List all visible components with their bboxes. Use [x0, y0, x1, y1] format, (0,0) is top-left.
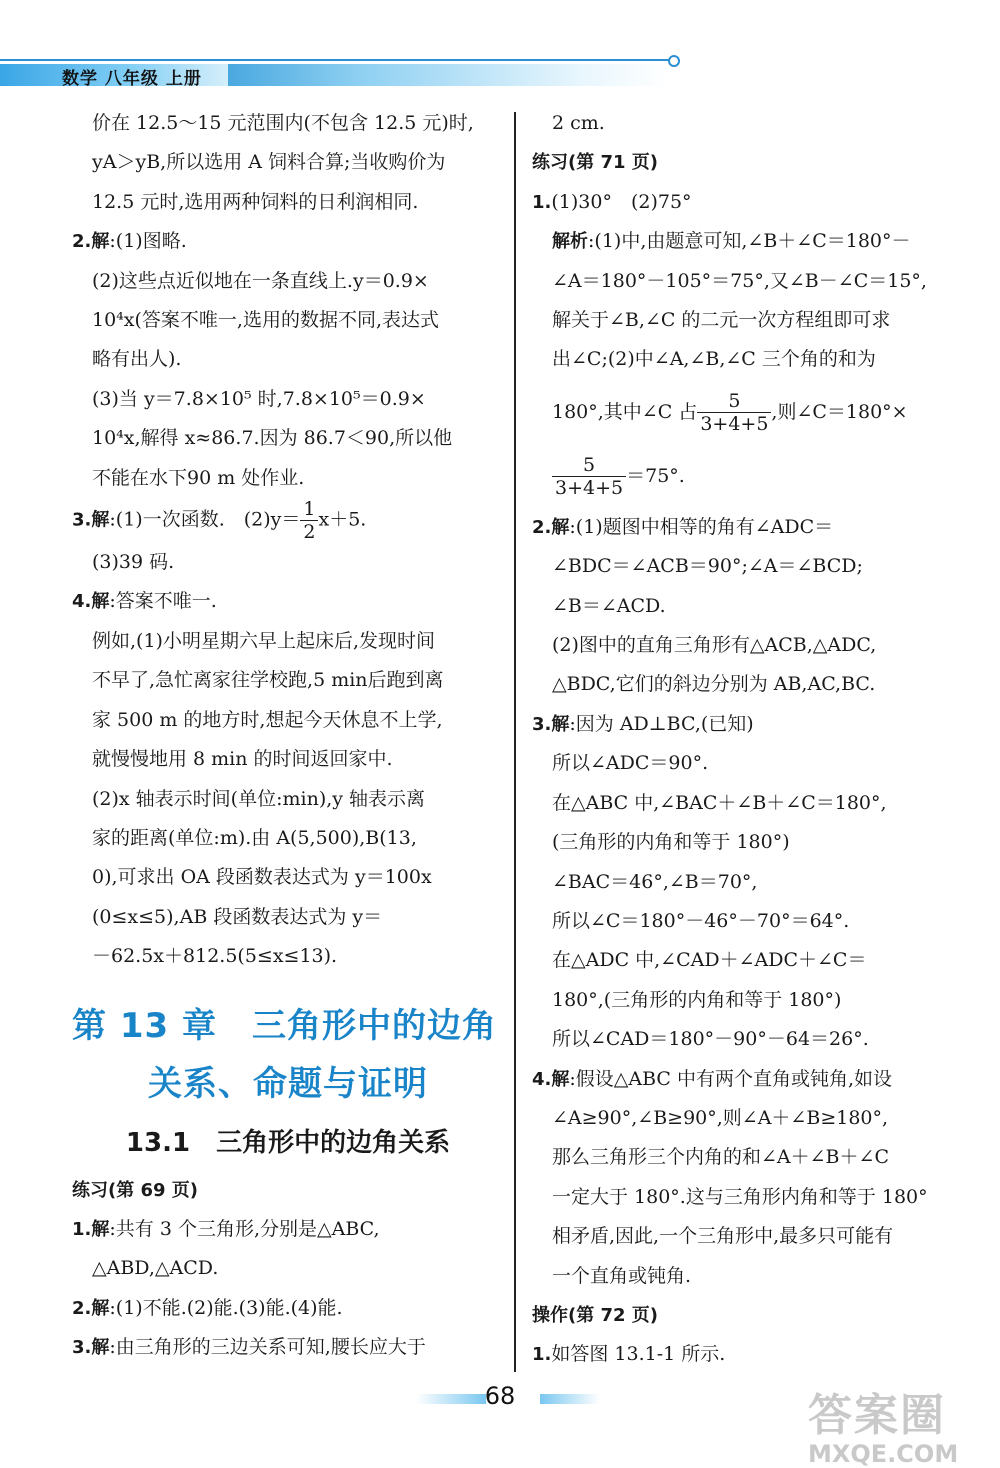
fraction: [300, 498, 318, 543]
right-answers: [532, 104, 964, 1375]
answer-label: 3.解: [72, 1337, 110, 1359]
text-line: [72, 183, 504, 222]
line-text: :(1)图略.: [109, 230, 187, 253]
line-text: (2)这些点近似地在一条直线上.y＝0.9×: [92, 269, 429, 292]
text-line: [72, 898, 504, 937]
text-line: [72, 262, 504, 301]
exercise-heading: 练习(第 71 页): [532, 152, 659, 174]
text-line: [532, 547, 964, 586]
text-line: [72, 701, 504, 740]
line-text: (3)当 y＝7.8×10⁵ 时,7.8×10⁵＝0.9×: [92, 387, 426, 410]
line-text: 10⁴x(答案不唯一,选用的数据不同,表达式: [92, 309, 440, 332]
text-line: [532, 744, 964, 783]
line-text: (2)图中的直角三角形有△ACB,△ADC,: [552, 634, 877, 657]
exercise-heading: 操作(第 72 页): [532, 1304, 659, 1326]
watermark-text: 答案圈: [808, 1390, 946, 1441]
page-number: 68: [484, 1382, 516, 1410]
line-text: －62.5x＋812.5(5≤x≤13).: [92, 945, 338, 968]
header-band-fade: [228, 64, 668, 86]
fraction-numerator: 1: [300, 498, 318, 521]
text-line: [532, 301, 964, 340]
line-text: :假设△ABC 中有两个直角或钝角,如设: [569, 1067, 893, 1090]
line-text: ∠BAC＝46°,∠B＝70°,: [552, 870, 758, 893]
header-rule: [0, 59, 672, 61]
text-line: [532, 380, 964, 444]
line-text: (0≤x≤5),AB 段函数表达式为 y＝: [92, 905, 383, 928]
text-line: [72, 622, 504, 661]
text-line: [72, 419, 504, 458]
line-text: 一个直角或钝角.: [552, 1264, 692, 1287]
text-line: [72, 582, 504, 621]
line-text: (3)39 码.: [92, 551, 175, 574]
text-line: [72, 780, 504, 819]
text-line: [72, 1289, 504, 1328]
section-title: 13.1 三角形中的边角关系: [125, 1127, 451, 1158]
line-text: 那么三角形三个内角的和∠A＋∠B＋∠C: [552, 1146, 889, 1169]
text-line: [72, 661, 504, 700]
text-line: [532, 1138, 964, 1177]
fraction-numerator: 5: [552, 454, 626, 477]
line-text: 相矛盾,因此,一个三角形中,最多只可能有: [552, 1225, 894, 1248]
line-text: :由三角形的三边关系可知,腰长应大于: [109, 1336, 426, 1359]
book-title: 数学 八年级 上册: [62, 69, 202, 89]
line-text: 在△ABC 中,∠BAC＋∠B＋∠C＝180°,: [552, 791, 887, 814]
watermark-url: MXQE.COM: [808, 1440, 959, 1468]
fraction-denominator: 2: [303, 521, 316, 544]
exercise-heading: 练习(第 69 页): [72, 1179, 199, 1201]
line-text: ∠B＝∠ACD.: [552, 594, 666, 617]
text-line: [532, 104, 964, 143]
page-header: [0, 52, 1000, 92]
answer-label: 2.解: [72, 231, 110, 253]
text-line: [532, 705, 964, 744]
watermark-logo: [808, 1392, 958, 1468]
left-column: [72, 104, 504, 1368]
text-line: [72, 301, 504, 340]
text-line: [532, 340, 964, 379]
line-text: :答案不唯一.: [109, 590, 217, 613]
fraction: [552, 454, 626, 499]
text-line: [72, 222, 504, 261]
fraction: [697, 390, 771, 435]
line-text: :(1)中,由题意可知,∠B＋∠C＝180°－: [588, 230, 911, 253]
line-text: :(1)不能.(2)能.(3)能.(4)能.: [109, 1296, 343, 1319]
text-line: [72, 819, 504, 858]
answer-label: 4.解: [72, 591, 110, 613]
answer-label: 2.解: [72, 1297, 110, 1319]
text-line: [72, 1210, 504, 1249]
line-text: :因为 AD⊥BC,(已知): [569, 712, 754, 735]
text-line: [532, 863, 964, 902]
header-dot: [668, 55, 680, 67]
line-text: :(1)题图中相等的角有∠ADC＝: [569, 515, 834, 538]
answer-label: 1.: [532, 191, 552, 213]
text-line: [532, 1099, 964, 1138]
line-text-after: ＝75°.: [626, 464, 685, 487]
line-text: (三角形的内角和等于 180°): [552, 831, 790, 854]
line-text: 12.5 元时,选用两种饲料的日利润相同.: [92, 190, 419, 213]
right-column: [532, 104, 964, 1375]
line-text: :(1)一次函数. (2)y＝: [109, 508, 301, 531]
text-line: [72, 1171, 504, 1210]
answer-label: 2.解: [532, 516, 570, 538]
chapter-title-line2: 关系、命题与证明: [148, 1063, 428, 1104]
text-line: [72, 1249, 504, 1288]
line-text: 在△ADC 中,∠CAD＋∠ADC＋∠C＝: [552, 949, 867, 972]
text-line: [532, 262, 964, 301]
text-line: [532, 981, 964, 1020]
line-text: ∠BDC＝∠ACB＝90°;∠A＝∠BCD;: [552, 555, 863, 578]
text-line: [532, 444, 964, 508]
text-line: [72, 740, 504, 779]
line-text: 解关于∠B,∠C 的二元一次方程组即可求: [552, 309, 891, 332]
line-text: 例如,(1)小明星期六早上起床后,发现时间: [92, 629, 435, 652]
answer-label: 3.解: [72, 509, 110, 531]
line-text: :共有 3 个三角形,分别是△ABC,: [109, 1217, 380, 1240]
line-text: 价在 12.5～15 元范围内(不包含 12.5 元)时,: [92, 112, 474, 134]
line-text: 所以∠CAD＝180°－90°－64＝26°.: [552, 1028, 869, 1051]
text-line: [532, 183, 964, 222]
line-text: 10⁴x,解得 x≈86.7.因为 86.7＜90,所以他: [92, 427, 453, 450]
text-line: [532, 665, 964, 704]
line-text: 所以∠C＝180°－46°－70°＝64°.: [552, 909, 850, 932]
text-line: [72, 543, 504, 582]
text-line: [532, 587, 964, 626]
line-text: (2)x 轴表示时间(单位:min),y 轴表示离: [92, 787, 426, 810]
text-line: [532, 222, 964, 261]
text-line: [532, 143, 964, 182]
text-line: [532, 941, 964, 980]
text-line: [532, 626, 964, 665]
fraction-denominator: 3+4+5: [555, 477, 624, 500]
line-text: 如答图 13.1-1 所示.: [551, 1343, 726, 1366]
text-line: [532, 1335, 964, 1374]
line-text: 2 cm.: [552, 112, 605, 134]
text-line: [72, 340, 504, 379]
line-text: yA＞yB,所以选用 A 饲料合算;当收购价为: [92, 151, 446, 174]
line-text: 所以∠ADC＝90°.: [552, 752, 709, 775]
text-line: [72, 459, 504, 498]
text-line: [532, 823, 964, 862]
text-line: [532, 1020, 964, 1059]
line-text: ∠A≥90°,∠B≥90°,则∠A＋∠B≥180°,: [552, 1106, 889, 1129]
text-line: [72, 143, 504, 182]
text-line: [532, 902, 964, 941]
text-line: [532, 1178, 964, 1217]
line-text: 家的距离(单位:m).由 A(5,500),B(13,: [92, 826, 417, 849]
text-line: [72, 104, 504, 143]
line-text: 0),可求出 OA 段函数表达式为 y＝100x: [92, 866, 432, 889]
line-text: 略有出人).: [92, 348, 182, 371]
answer-label: 解析: [552, 231, 588, 253]
line-text: 不早了,急忙离家往学校跑,5 min后跑到离: [92, 669, 444, 692]
line-text: 不能在水下90 m 处作业.: [92, 466, 305, 489]
line-text: 180°,(三角形的内角和等于 180°): [552, 988, 842, 1011]
line-text: 家 500 m 的地方时,想起今天休息不上学,: [92, 708, 443, 731]
text-line: [532, 1217, 964, 1256]
line-text: 出∠C;(2)中∠A,∠B,∠C 三个角的和为: [552, 348, 876, 371]
line-text: 180°,其中∠C 占: [552, 400, 698, 423]
answer-label: 1.解: [72, 1218, 110, 1240]
line-text: △ABD,△ACD.: [92, 1257, 219, 1280]
column-divider: [514, 112, 516, 1372]
text-line: [72, 1328, 504, 1367]
line-text: △BDC,它们的斜边分别为 AB,AC,BC.: [552, 673, 876, 696]
fraction-numerator: 5: [697, 390, 771, 413]
left-exercises: [72, 1171, 504, 1368]
fraction-denominator: 3+4+5: [700, 413, 769, 436]
line-text: 一定大于 180°.这与三角形内角和等于 180°: [552, 1185, 928, 1208]
text-line: [532, 508, 964, 547]
line-text-after: ,则∠C＝180°×: [771, 400, 908, 423]
text-line: [72, 937, 504, 976]
answer-label: 3.解: [532, 713, 570, 735]
text-line: [72, 380, 504, 419]
text-line: [532, 784, 964, 823]
chapter-title-line1: 第 13 章 三角形中的边角: [72, 1005, 497, 1046]
text-line: [532, 1257, 964, 1296]
text-line: [72, 498, 504, 543]
text-line: [532, 1296, 964, 1335]
line-text: ∠A＝180°－105°＝75°,又∠B－∠C＝15°,: [552, 269, 927, 292]
answer-label: 1.: [532, 1344, 552, 1366]
line-text: 就慢慢地用 8 min 的时间返回家中.: [92, 748, 393, 771]
line-text-after: x＋5.: [318, 508, 367, 531]
line-text: (1)30° (2)75°: [551, 190, 692, 213]
left-answers: [72, 104, 504, 977]
text-line: [72, 858, 504, 897]
text-line: [532, 1060, 964, 1099]
answer-label: 4.解: [532, 1068, 570, 1090]
